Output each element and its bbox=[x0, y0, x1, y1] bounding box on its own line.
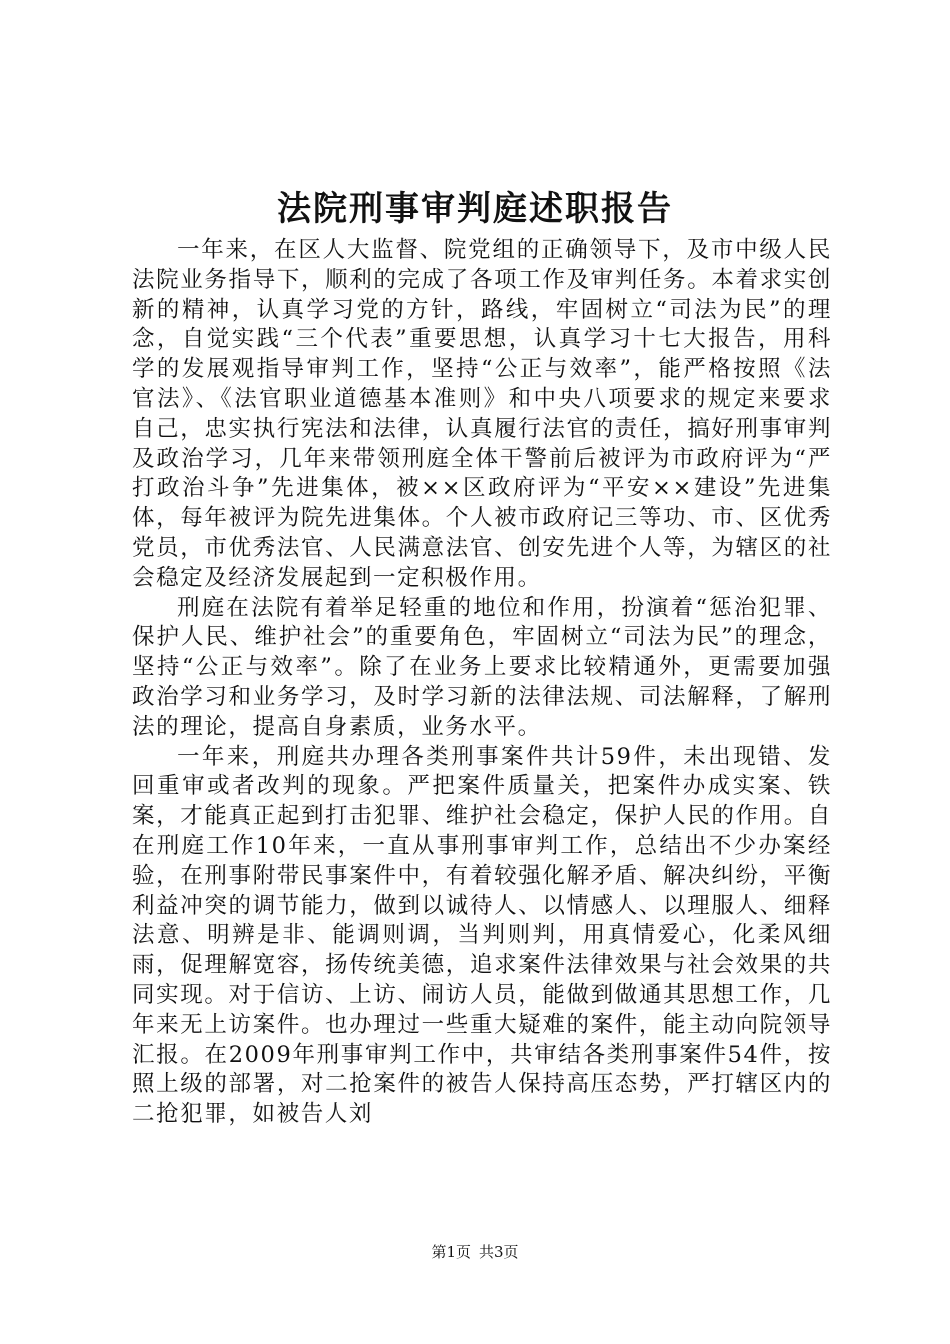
page-footer bbox=[0, 1242, 950, 1262]
document-title: 法院刑事审判庭述职报告 bbox=[277, 189, 673, 229]
paragraph-3: 一年来，刑庭共办理各类刑事案件共计59件，未出现错、发回重审或者改判的现象。严把案件质量关，把案件办成实案、铁案，才能真正起到打击犯罪、维护社会稳定，保护人民的作用。自在刑庭工作10年来，一直从事刑事审判工作，总结出不少办案经验，在刑事附带民事案件中，有着较强化解矛盾、解决纠纷，平衡利益冲突的调节能力，做到以诚待人、以情感人、以理服人、细释法意、明辨是非、能调则调，当判则判，用真情爱心，化柔风细雨，促理解宽容，扬传统美德，追求案件法律效果与社会效果的共同实现。对于信访、上访、闹访人员，能做到做通其思想工作，几年来无上访案件。也办理过一些重大疑难的案件，能主动向院领导汇报。在2009年刑事审判工作中，共审结各类刑事案件54件，按照上级的部署，对二抢案件的被告人保持高压态势，严打辖区内的二抢犯罪，如被告人刘 bbox=[132, 743, 832, 1128]
paragraph-2: 刑庭在法院有着举足轻重的地位和作用，扮演着“惩治犯罪、保护人民、维护社会”的重要角色，牢固树立“司法为民”的理念，坚持“公正与效率”。除了在业务上要求比较精通外，更需要加强政治学习和业务学习，及时学习新的法律法规、司法解释，了解刑法的理论，提高自身素质，业务水平。 bbox=[132, 594, 832, 740]
page-total: 共3页 bbox=[479, 1243, 519, 1261]
paragraph-1: 一年来，在区人大监督、院党组的正确领导下，及市中级人民法院业务指导下，顺利的完成了各项工作及审判任务。本着求实创新的精神，认真学习党的方针，路线，牢固树立“司法为民”的理念，自觉实践“三个代表”重要思想，认真学习十七大报告，用科学的发展观指导审判工作，坚持“公正与效率”，能严格按照《法官法》、《法官职业道德基本准则》和中央八项要求的规定来要求自己，忠实执行宪法和法律，认真履行法官的责任，搞好刑事审判及政治学习，几年来带领刑庭全体干警前后被评为市政府评为“严打政治斗争”先进集体，被××区政府评为“平安××建设”先进集体，每年被评为院先进集体。个人被市政府记三等功、市、区优秀党员，市优秀法官、人民满意法官、创安先进个人等，为辖区的社会稳定及经济发展起到一定积极作用。 bbox=[132, 237, 832, 591]
page-number: 第1页 bbox=[431, 1243, 471, 1261]
document-body bbox=[132, 236, 832, 1130]
